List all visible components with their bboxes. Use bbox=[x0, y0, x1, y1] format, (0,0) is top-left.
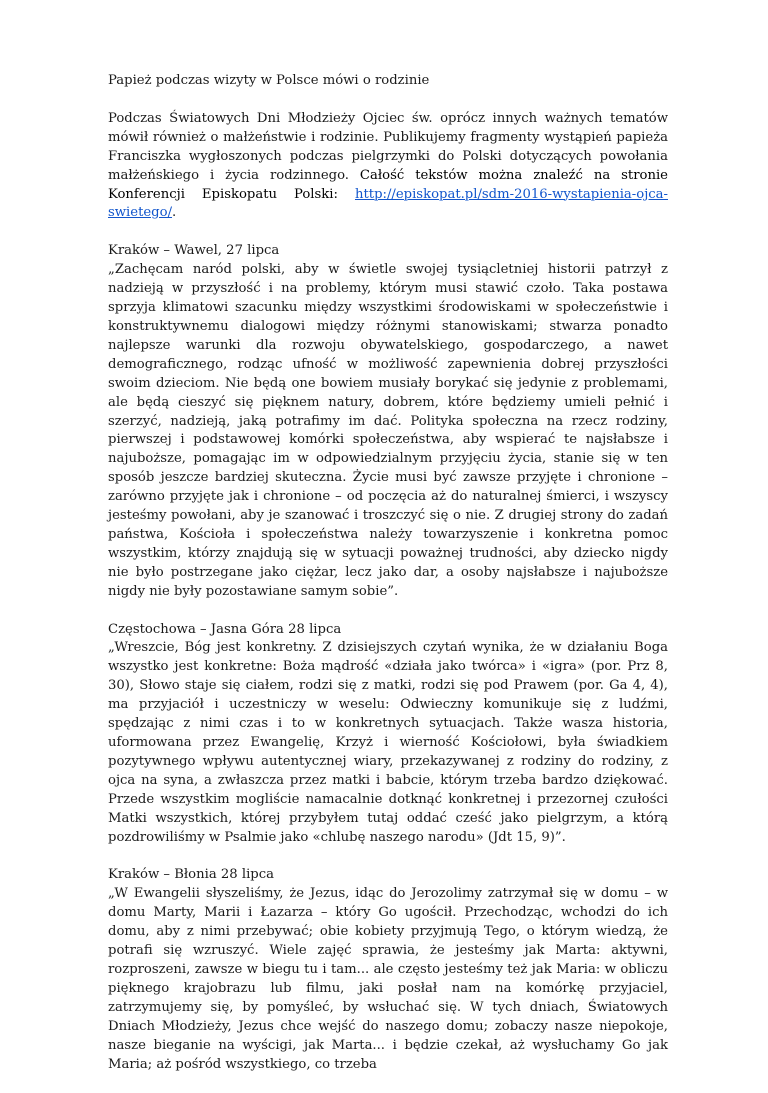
section-body: „Wreszcie, Bóg jest konkretny. Z dzisiejszych czytań wynika, że w działaniu Boga wszystko jest konkretne: Boża mądrość «działa jako twórca» i «igra» (por. Prz 8, 30), Słowo staje się ciałem, rodzi się z matki, rodzi się pod Prawem (por. Ga 4, 4), ma przyjaciół i uczestniczy w weselu: Odwieczny komunikuje się z ludźmi, spędzając z nimi czas i to w konkretnych sytuacjach. Także wasza historia, uformowana przez Ewangelię, Krzyż i wierność Kościołowi, była świadkiem pozytywnego wpływu autentycznej wiary, przekazywanej z rodziny do rodziny, z ojca na syna, a zwłaszcza przez matki i babcie, którym trzeba bardzo dziękować. Przede wszystkim mogliście namacalnie dotknąć konkretnej i przezornej czułości Matki wszystkich, której przybyłem tutaj oddać cześć jako pielgrzym, a którą pozdrowiliśmy w Psalmie jako «chlubę naszego narodu» (Jdt 15, 9)”. bbox=[108, 640, 668, 845]
section-blonia bbox=[108, 866, 668, 1074]
episkopat-link[interactable]: http://episkopat.pl/sdm-2016-wystapienia-ojca-swietego/ bbox=[108, 186, 668, 221]
intro-paragraph bbox=[108, 110, 668, 223]
section-heading: Kraków – Wawel, 27 lipca bbox=[108, 243, 280, 259]
intro-text: Podczas Światowych Dni Młodzieży Ojciec św. oprócz innych ważnych tematów mówił również o małżeństwie i rodzinie. Publikujemy fragmenty wystąpień papieża Franciszka wygłoszonych podczas pielgrzymki do Polski dotyczących powołania małżeńskiego i życia rodzinnego. bbox=[108, 110, 668, 183]
section-body: „W Ewangelii słyszeliśmy, że Jezus, idąc do Jerozolimy zatrzymał się w domu – w domu Marty, Marii i Łazarza – który Go ugościł. Przechodząc, wchodzi do ich domu, aby z nimi przebywać; obie kobiety przyjmują Tego, o którym wiedzą, że potrafi się wzruszyć. Wiele zajęć sprawia, że jesteśmy jak Marta: aktywni, rozproszeni, zawsze w biegu tu i tam... ale często jesteśmy też jak Maria: w obliczu pięknego krajobrazu lub filmu, jaki posłał nam na komórkę przyjaciel, zatrzymujemy się, by pomyśleć, by wsłuchać się. W tych dniach, Światowych Dniach Młodzieży, Jezus chce wejść do naszego domu; zobaczy nasze niepokoje, nasze bieganie na wyścigi, jak Marta... i będzie czekał, aż wysłuchamy Go jak Maria; aż pośród wszystkiego, co trzeba bbox=[108, 886, 668, 1072]
section-wawel bbox=[108, 242, 668, 601]
section-heading: Częstochowa – Jasna Góra 28 lipca bbox=[108, 621, 342, 637]
document-page bbox=[108, 72, 668, 1093]
section-heading: Kraków – Błonia 28 lipca bbox=[108, 867, 274, 883]
document-title: Papież podczas wizyty w Polsce mówi o rodzinie bbox=[108, 73, 430, 88]
intro-link-after: . bbox=[172, 205, 177, 221]
intro-link-lead: Całość tekstów można znaleźć na stronie Konferencji Episkopatu Polski: bbox=[108, 167, 668, 202]
section-body: „Zachęcam naród polski, aby w świetle swojej tysiącletniej historii patrzył z nadzieją w przyszłość i na problemy, którym musi stawić czoło. Taka postawa sprzyja klimatowi szacunku między wszystkimi środowiskami w społeczeństwie i konstruktywnemu dialogowi między różnymi stanowiskami; stwarza ponadto najlepsze warunki dla rozwoju obywatelskiego, gospodarczego, a nawet demograficznego, rodząc ufność w możliwość zapewnienia dobrej przyszłości swoim dzieciom. Nie będą one bowiem musiały borykać się jedynie z problemami, ale będą cieszyć się pięknem natury, dobrem, które będziemy umieli pełnić i szerzyć, nadzieją, jaką potrafimy im dać. Polityka społeczna na rzecz rodziny, pierwszej i podstawowej komórki społeczeństwa, aby wspierać te najsłabsze i najuboższe, pomagając im w odpowiedzialnym przyjęciu życia, stanie się w ten sposób jeszcze bardziej skuteczna. Życie musi być zawsze przyjęte i chronione – zarówno przyjęte jak i chronione – od poczęcia aż do naturalnej śmierci, i wszyscy jesteśmy powołani, aby je szanować i troszczyć się o nie. Z drugiej strony do zadań państwa, Kościoła i społeczeństwa należy towarzyszenie i konkretna pomoc wszystkim, którzy znajdują się w sytuacji poważnej trudności, aby dziecko nigdy nie było postrzegane jako ciężar, lecz jako dar, a osoby najsłabsze i najuboższe nigdy nie były pozostawiane samym sobie”. bbox=[108, 262, 668, 599]
section-czestochowa bbox=[108, 621, 668, 848]
